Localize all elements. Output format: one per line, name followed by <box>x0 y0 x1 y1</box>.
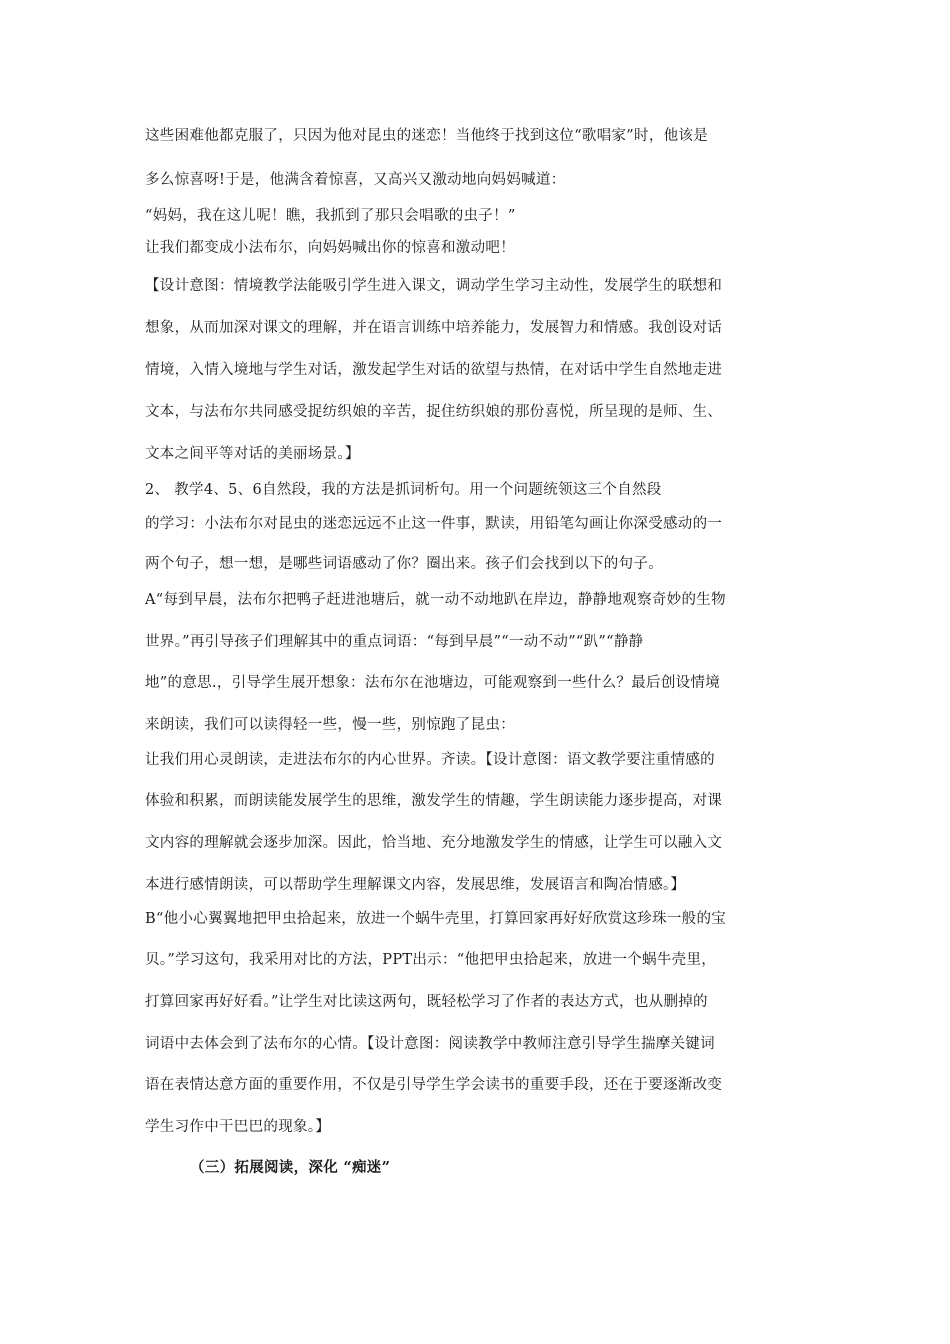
text-line: 情境，入情入境地与学生对话，激发起学生对话的欲望与热情，在对话中学生自然地走进 <box>145 362 723 378</box>
text-line: 这些困难他都克服了，只因为他对昆虫的迷恋！当他终于找到这位“歌唱家”时，他该是 <box>145 128 709 144</box>
text-line: 来朗读，我们可以读得轻一些，慢一些，别惊跑了昆虫： <box>145 717 515 733</box>
text-line: 【设计意图：情境教学法能吸引学生进入课文，调动学生学习主动性，发展学生的联想和 <box>145 278 723 294</box>
text-line: A“每到早晨，法布尔把鸭子赶进池塘后，就一动不动地趴在岸边，静静地观察奇妙的生物 <box>145 592 726 608</box>
text-line: 打算回家再好好看。”让学生对比读这两句，既轻松学习了作者的表达方式，也从删掉的 <box>145 994 708 1010</box>
text-line: 词语中去体会到了法布尔的心情。【设计意图：阅读教学中教师注意引导学生揣摩关键词 <box>145 1036 715 1052</box>
text-line: 文内容的理解就会逐步加深。因此，恰当地、充分地激发学生的情感，让学生可以融入文 <box>145 835 723 851</box>
text-line: 学生习作中干巴巴的现象。】 <box>145 1119 331 1135</box>
text-line: 2、 教学4、5、6自然段，我的方法是抓词析句。用一个问题统领这三个自然段 <box>145 482 662 498</box>
text-line: 的学习：小法布尔对昆虫的迷恋远远不止这一件事，默读，用铅笔勾画让你深受感动的一 <box>145 516 723 532</box>
text-line: 文本之间平等对话的美丽场景。】 <box>145 446 360 462</box>
text-line: 让我们都变成小法布尔，向妈妈喊出你的惊喜和激动吧！ <box>145 240 515 256</box>
section-heading: （三）拓展阅读，深化 “痴迷” <box>190 1159 391 1176</box>
text-line: 想象，从而加深对课文的理解，并在语言训练中培养能力，发展智力和情感。我创设对话 <box>145 320 723 336</box>
text-line: 体验和积累，而朗读能发展学生的思维，激发学生的情趣，学生朗读能力逐步提高，对课 <box>145 793 723 809</box>
text-line: 文本，与法布尔共同感受捉纺织娘的辛苦，捉住纺织娘的那份喜悦，所呈现的是师、生、 <box>145 404 723 420</box>
text-line: 贝。”学习这句，我采用对比的方法，PPT出示：“他把甲虫拾起来，放进一个蜗牛壳里， <box>145 952 717 968</box>
text-line: B“他小心翼翼地把甲虫拾起来，放进一个蜗牛壳里，打算回家再好好欣赏这珍珠一般的宝 <box>145 911 727 927</box>
text-line: 多么惊喜呀!于是，他满含着惊喜，又高兴又激动地向妈妈喊道： <box>145 172 566 188</box>
text-line: 本进行感情朗读，可以帮助学生理解课文内容，发展思维，发展语言和陶冶情感。】 <box>145 877 686 893</box>
text-line: 让我们用心灵朗读，走进法布尔的内心世界。齐读。【设计意图：语文教学要注重情感的 <box>145 752 715 768</box>
text-line: 世界。”再引导孩子们理解其中的重点词语：“每到早晨”“一动不动”“趴”“静静 <box>145 634 644 650</box>
text-line: “妈妈，我在这儿呢！瞧，我抓到了那只会唱歌的虫子！” <box>145 208 516 224</box>
text-line: 语在表情达意方面的重要作用，不仅是引导学生学会读书的重要手段，还在于要逐渐改变 <box>145 1077 723 1093</box>
text-line: 两个句子，想一想，是哪些词语感动了你？圈出来。孩子们会找到以下的句子。 <box>145 556 663 572</box>
text-line: 地”的意思.，引导学生展开想象：法布尔在池塘边，可能观察到一些什么？最后创设情境 <box>145 675 721 691</box>
